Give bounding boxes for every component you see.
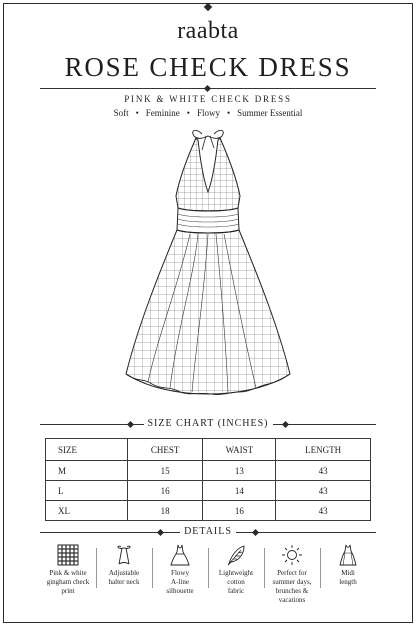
cell-chest: 16 bbox=[127, 481, 203, 501]
table-row bbox=[46, 481, 371, 501]
midi-dress-icon bbox=[337, 544, 359, 566]
details-row bbox=[40, 544, 376, 614]
tag-line: Soft • Feminine • Flowy • Summer Essential bbox=[113, 108, 303, 118]
detail-fabric: Lightweight cotton fabric bbox=[208, 544, 264, 596]
aline-dress-icon bbox=[169, 544, 191, 566]
tag-flowy: Flowy bbox=[196, 108, 220, 118]
detail-halter: Adjustable halter neck bbox=[96, 544, 152, 587]
tag-feminine: Feminine bbox=[145, 108, 180, 118]
tag-summer-essential: Summer Essential bbox=[237, 108, 303, 118]
size-chart-header-row bbox=[46, 439, 371, 461]
brand-name: raabta bbox=[177, 18, 239, 44]
cell-size: L bbox=[46, 481, 128, 501]
neck-tie-icon bbox=[193, 130, 224, 138]
cell-size: XL bbox=[46, 501, 128, 521]
detail-summer: Perfect for summer days, brunches & vacations bbox=[264, 544, 320, 605]
col-size: SIZE bbox=[46, 439, 128, 461]
dress-illustration bbox=[118, 126, 298, 406]
details-title: DETAILS bbox=[0, 526, 416, 537]
cell-size: M bbox=[46, 461, 128, 481]
size-chart-table bbox=[45, 438, 371, 521]
detail-gingham: Pink & white gingham check print bbox=[40, 544, 96, 596]
col-length: LENGTH bbox=[276, 439, 371, 461]
cell-length: 43 bbox=[276, 481, 371, 501]
cell-waist: 16 bbox=[203, 501, 276, 521]
table-row bbox=[46, 501, 371, 521]
halter-neck-icon bbox=[113, 544, 135, 566]
cell-length: 43 bbox=[276, 501, 371, 521]
product-subtitle: PINK & WHITE CHECK DRESS bbox=[124, 94, 292, 104]
cell-length: 43 bbox=[276, 461, 371, 481]
sun-icon bbox=[281, 544, 303, 566]
col-chest: CHEST bbox=[127, 439, 203, 461]
detail-aline: Flowy A-line silhouette bbox=[152, 544, 208, 596]
cell-chest: 15 bbox=[127, 461, 203, 481]
cell-waist: 13 bbox=[203, 461, 276, 481]
cell-chest: 18 bbox=[127, 501, 203, 521]
size-chart-title: SIZE CHART (INCHES) bbox=[0, 418, 416, 429]
detail-length: Midi length bbox=[320, 544, 376, 587]
tag-soft: Soft bbox=[113, 108, 129, 118]
cell-waist: 14 bbox=[203, 481, 276, 501]
feather-icon bbox=[225, 544, 247, 566]
table-row bbox=[46, 461, 371, 481]
product-title: ROSE CHECK DRESS bbox=[64, 52, 352, 82]
col-waist: WAIST bbox=[203, 439, 276, 461]
gingham-check-icon bbox=[57, 544, 79, 566]
